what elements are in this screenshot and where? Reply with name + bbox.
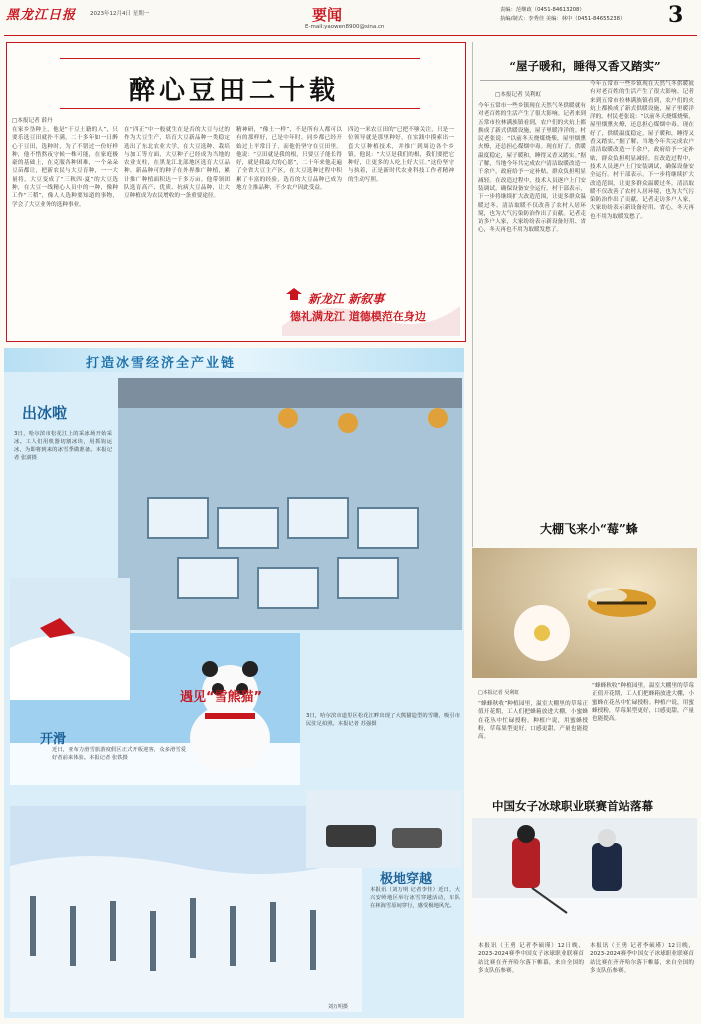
polar-story-caption: 本报讯（刘万明 记者李佳）近日，大兴安岭地区举行冰雪穿越活动，车队在林海雪原间穿行，感受极地风光。	[370, 887, 460, 909]
section-email: E-mail:yaowen8900@sina.cn	[305, 24, 385, 30]
right-article-body-1: 今年五常市一些乡镇现在天然气冬供暖就有对老百姓的生活产生了很大影响。记者来到五常市拉林满族镇看到，农户们的火炕上都换成了新式供暖设施，屋子里暖洋洋的。村民老张说：“以前冬天烧煤烧柴，屋里烟熏火燎，还总担心煤烟中毒。现在好了，供暖温度稳定，屋子暖和，睡得又香又踏实。”据了解，当地今年共完成农户清洁取暖改造一千余户，政府给予一定补贴，群众负担明显减轻。在改造过程中，技术人员逐户上门安装调试，确保设备安全运行。村干部表示，下一步将继续扩大改造范围，让更多群众温暖过冬。清洁取暖不仅改善了农村人居环境，也为大气污染防治作出了贡献。记者走访多户人家，大家纷纷表示新设备好用、省心，冬天再也不用为取暖发愁了。	[478, 103, 586, 234]
editor-line-1: 责编：范继政（0451-84613208）	[500, 7, 585, 13]
feature-column-2: 在“四正”中一般就生在是否的大豆与过的作为大豆生产，培育大豆新品种一类稳定选出了东北农业大学，在大豆选种、栽培与加工等方面，大豆种子已经成为当地的农业支柱，在黑龙江北部地区选育大豆品种、新品种可的种子在外界推广种植，累计推广种植面积达一千多万亩。他带领团队选育高产、优质、抗病大豆品种，让大豆种植成为农民增收的一条重要途径。	[124, 127, 230, 200]
masthead: 黑龙江日报	[6, 8, 77, 23]
right-article-byline: □本报记者 吴利虹	[495, 92, 542, 98]
feature-column-1: 在家乡垦种上，他是“干豆土籍的人”，只要乐选豆田就扑不满，二十多年如一日醉心于豆田，选种时，为了不错过一份好样种，他不惜熬夜守候一株可能，在家庭极豪的基础上，在克服各种困难，一个朵朵豆苗都让，把新农民与大豆育种，一一大量将，大豆变成了“三秋四·夏”的大豆选种，在大豆一线精心人员中的一种，像种工作“三稻”，像人人选种要知道的事物，学会了大豆业务的选种事业。	[12, 127, 118, 208]
snow-panda-title: 遇见“雪熊猫”	[180, 690, 263, 705]
feature-column-3: 精神研，“像土一样”，不是所有人都可以有的那样好，已是中年时，同乡都已经开始过上平常日子，而他仍坚守在豆田里。他说：“豆田就是我的根，只要豆子能长得好，就是我最大的心愿”，二十年来他走遍了全省大豆主产区，在大豆选种过程中积累了丰富的经验，选育的大豆品种已成为地方主推品种，不少农户因此受益。	[236, 127, 342, 192]
ski-story-title: 开滑	[40, 732, 67, 747]
feature-column-4: 四边一米农豆田的“已把不够关注，只是一位领导就是那里种好，在实践中摸索出一套大豆种植技术，并推广到周边各个乡镇。他说：“大豆是我们的根，我们要把它种好，让更多的人吃上好大豆。”这份坚守与执着，正是新时代农业科技工作者精神的生动写照。	[348, 127, 454, 183]
page-number: 3	[668, 2, 684, 28]
editor-credits	[500, 6, 625, 24]
winter-banner-title: 打造冰雪经济全产业链	[86, 356, 237, 371]
editor-line-2: 执编/制式：李秀佳 美编：林中（0451-84655238）	[500, 16, 626, 22]
section-title: 要闻	[312, 6, 343, 24]
slogan-line-2: 德礼满龙江 道德模范在身边	[290, 310, 426, 323]
headline-rule-top	[60, 58, 420, 59]
dateline: 2023年12月4日 星期一	[90, 11, 150, 17]
bees-byline: □本报记者 吴利虹	[478, 690, 520, 696]
feature-byline: □本报记者 薛丹	[12, 118, 53, 124]
hockey-title: 中国女子冰球职业联赛首站落幕	[492, 799, 653, 813]
feature-headline: 醉心豆田二十载	[128, 76, 339, 106]
polar-photo-credit: 刘万明摄	[328, 1004, 349, 1010]
hockey-body-1: 本报讯（王勇 记者李硕瑾）12日晚，2023-2024赛季中国女子冰球职业联赛首站比赛在齐齐哈尔落下帷幕，来自全国的多支队伍参赛。	[478, 943, 584, 974]
bees-photo	[472, 548, 697, 678]
polar-story-title: 极地穿越	[380, 872, 433, 887]
convoy-photo	[306, 790, 462, 868]
bees-title: 大棚飞来小“莓”蜂	[540, 522, 638, 536]
ski-story-caption: 近日，亚布力滑雪旅游度假区正式开板迎客，众多滑雪爱好者前来体验。本报记者 张铁摄	[52, 747, 186, 761]
hockey-photo	[472, 818, 697, 936]
snow-panda-caption: 3日，哈尔滨市道里区松花江畔出现了大熊猫造型的雪雕，吸引市民驻足拍照。本报记者 苏强摄	[306, 713, 460, 727]
bees-body-2: “蜂蜂秋收”种植园里，温室大棚里的草莓正值开花期，工人们把蜂箱放进大棚，小蜜蜂在花丛中忙碌授粉。种植户说，用蜜蜂授粉，草莓果型更好，口感更甜，产量也能提高。	[592, 683, 694, 723]
headline-rule-bottom	[60, 108, 420, 109]
hockey-body-2: 本报讯（王勇 记者李硕瑾）12日晚，2023-2024赛季中国女子冰球职业联赛首站比赛在齐齐哈尔落下帷幕，来自全国的多支队伍参赛。	[590, 943, 694, 974]
ski-photo	[10, 578, 130, 700]
right-article-body-2: 今年五常市一些乡镇现在天然气冬供暖就有对老百姓的生活产生了很大影响。记者来到五常市拉林满族镇看到，农户们的火炕上都换成了新式供暖设施，屋子里暖洋洋的。村民老张说：“以前冬天烧煤烧柴，屋里烟熏火燎，还总担心煤烟中毒。现在好了，供暖温度稳定，屋子暖和，睡得又香又踏实。”据了解，当地今年共完成农户清洁取暖改造一千余户，政府给予一定补贴，群众负担明显减轻。在改造过程中，技术人员逐户上门安装调试，确保设备安全运行。村干部表示，下一步将继续扩大改造范围，让更多群众温暖过冬。清洁取暖不仅改善了农村人居环境，也为大气污染防治作出了贡献。记者走访多户人家，大家纷纷表示新设备好用、省心，冬天再也不用为取暖发愁了。	[590, 81, 694, 220]
ice-story-caption: 3日，哈尔滨市松花江上的采冰场开始采冰。工人们用机器切割冰块，用抓钩运冰，为即将到来的冰雪季做准备。本报记者 张澍摄	[14, 431, 112, 461]
right-article-title: “屋子暖和，睡得又香又踏实”	[509, 59, 661, 73]
header-rule	[4, 35, 697, 36]
bees-body-1: “蜂蜂秋收”种植园里，温室大棚里的草莓正值开花期，工人们把蜂箱放进大棚，小蜜蜂在花丛中忙碌授粉。种植户说，用蜜蜂授粉，草莓果型更好，口感更甜，产量也能提高。	[478, 701, 588, 741]
ice-harvest-photo	[118, 378, 462, 630]
ice-story-title: 出冰啦	[22, 404, 68, 422]
slogan-line-1: 新龙江 新叙事	[308, 292, 385, 306]
